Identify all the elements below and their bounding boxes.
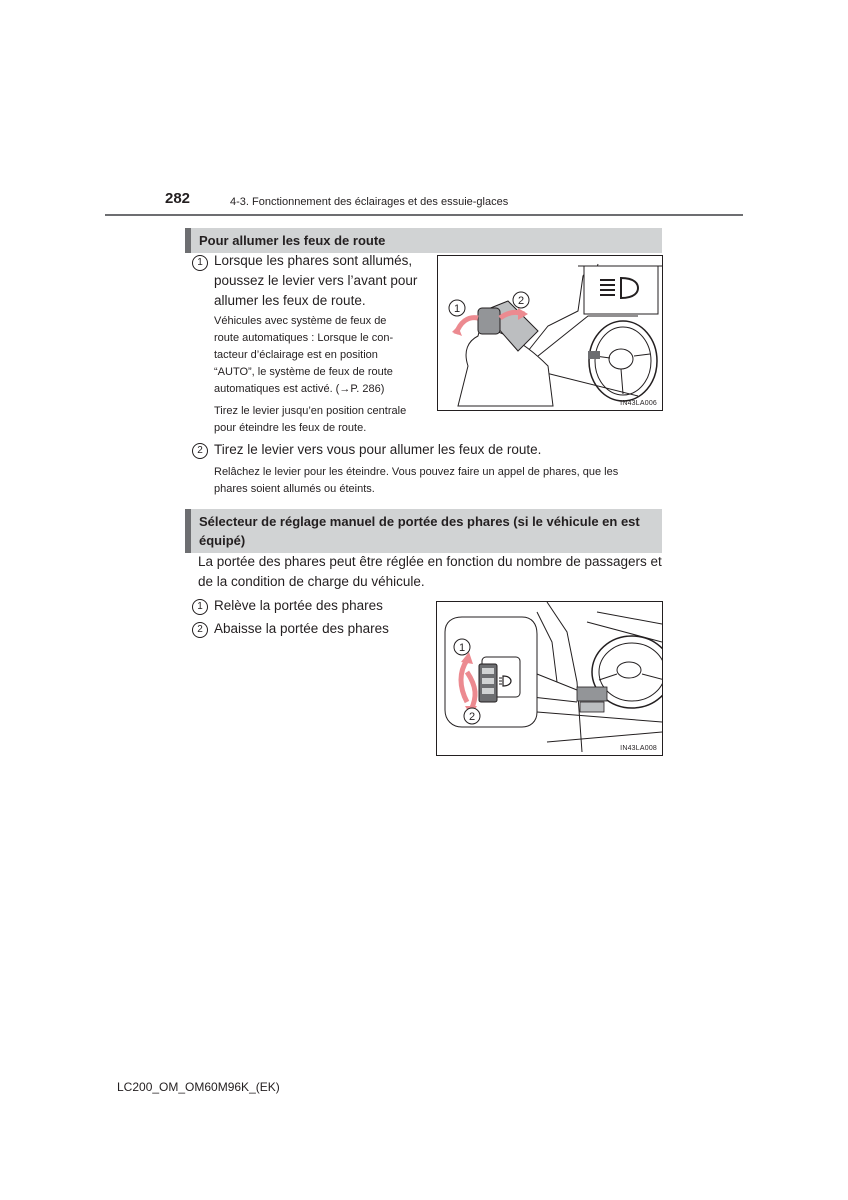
note-line: Relâchez le levier pour les éteindre. Vous pouvez faire un appel de phares, que les bbox=[214, 466, 619, 478]
item-number-1: 1 bbox=[192, 599, 208, 615]
step-2-text: Tirez le levier vers vous pour allumer les feux de route. bbox=[214, 442, 542, 457]
intro-line: de la condition de charge du véhicule. bbox=[198, 574, 425, 589]
page-number: 282 bbox=[165, 190, 191, 207]
center-position-note bbox=[214, 403, 429, 437]
step-number-1: 1 bbox=[192, 255, 208, 271]
section-heading-text: Pour allumer les feux de route bbox=[199, 233, 386, 248]
figure2-callout-1: 1 bbox=[458, 642, 466, 654]
flash-note bbox=[214, 464, 664, 498]
figure-code: IN43LA006 bbox=[620, 400, 657, 407]
chapter-title: 4-3. Fonctionnement des éclairages et des essuie-glaces bbox=[230, 196, 509, 208]
auto-high-beam-note bbox=[214, 313, 424, 398]
item-1-text: Relève la portée des phares bbox=[214, 598, 383, 613]
item-number-2: 2 bbox=[192, 622, 208, 638]
note-line: tacteur d’éclairage est en position bbox=[214, 349, 378, 361]
item-2-text: Abaisse la portée des phares bbox=[214, 621, 389, 636]
note-line: Tirez le levier jusqu’en position centrale bbox=[214, 405, 407, 417]
step-1-line: poussez le levier vers l’avant pour bbox=[214, 273, 418, 288]
section-heading-line: équipé) bbox=[199, 533, 246, 548]
section-heading-high-beam bbox=[185, 228, 662, 253]
figure-leveling-dial bbox=[436, 601, 663, 756]
intro-line: La portée des phares peut être réglée en fonction du nombre de passagers et bbox=[198, 554, 662, 569]
document-footer: LC200_OM_OM60M96K_(EK) bbox=[117, 1080, 280, 1094]
note-line: automatiques est activé. (→P. 286) bbox=[214, 383, 385, 395]
step-number-2: 2 bbox=[192, 443, 208, 459]
step-1-text bbox=[214, 251, 424, 311]
header-divider bbox=[105, 214, 743, 216]
note-line: pour éteindre les feux de route. bbox=[214, 422, 367, 434]
note-line: route automatiques : Lorsque le con- bbox=[214, 332, 394, 344]
step-1-line: Lorsque les phares sont allumés, bbox=[214, 253, 413, 268]
lever-illustration bbox=[438, 256, 662, 410]
leveling-intro bbox=[198, 552, 668, 592]
leveling-dial-illustration bbox=[437, 602, 662, 755]
figure1-callout-2: 2 bbox=[517, 295, 525, 307]
section-heading-line: Sélecteur de réglage manuel de portée des phares (si le véhicule en est bbox=[199, 514, 640, 529]
section-heading-leveling bbox=[185, 509, 662, 553]
figure1-callout-1: 1 bbox=[453, 303, 461, 315]
note-line: Véhicules avec système de feux de bbox=[214, 315, 387, 327]
note-line: “AUTO”, le système de feux de route bbox=[214, 366, 393, 378]
note-line: phares soient allumés ou éteints. bbox=[214, 483, 375, 495]
figure-code: IN43LA008 bbox=[620, 745, 657, 752]
figure2-callout-2: 2 bbox=[468, 711, 476, 723]
figure-high-beam-lever bbox=[437, 255, 663, 411]
step-1-line: allumer les feux de route. bbox=[214, 293, 366, 308]
